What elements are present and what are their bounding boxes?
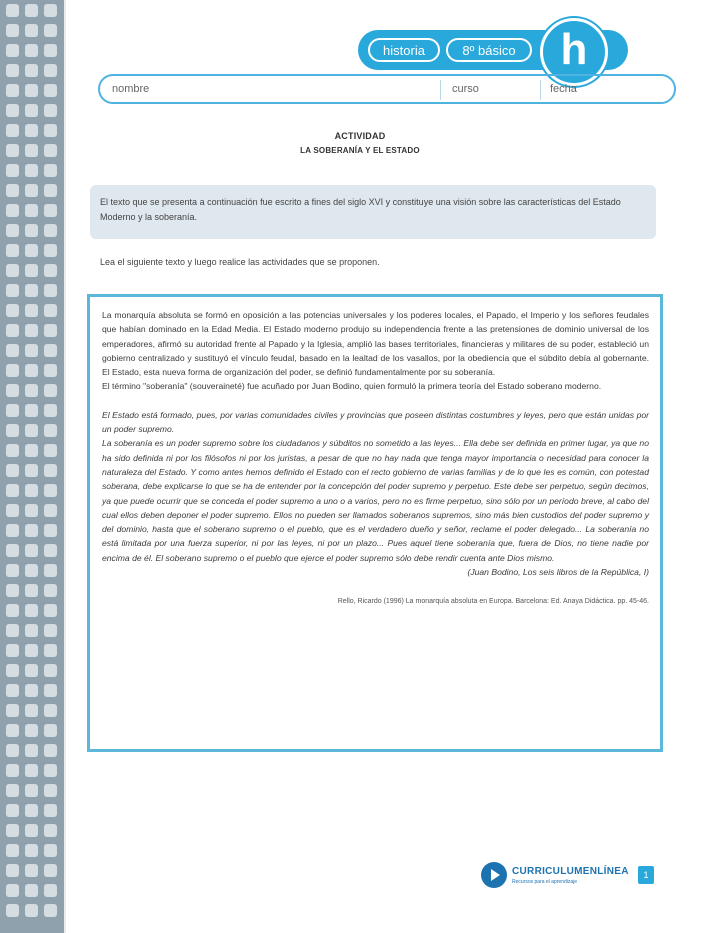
binder-hole <box>6 844 19 857</box>
binder-hole <box>25 804 38 817</box>
instruction-text: Lea el siguiente texto y luego realice las actividades que se proponen. <box>100 257 380 267</box>
binder-hole <box>44 24 57 37</box>
binder-hole <box>44 804 57 817</box>
binder-hole <box>44 644 57 657</box>
binder-hole <box>25 404 38 417</box>
binder-hole <box>6 684 19 697</box>
binder-hole <box>25 484 38 497</box>
binder-hole <box>25 264 38 277</box>
field-divider <box>440 80 441 100</box>
binder-hole <box>44 384 57 397</box>
binder-hole <box>25 604 38 617</box>
field-divider <box>540 80 541 100</box>
binder-hole <box>25 524 38 537</box>
binder-hole <box>44 244 57 257</box>
binder-hole <box>44 584 57 597</box>
binder-hole <box>25 584 38 597</box>
binder-hole <box>25 704 38 717</box>
binder-hole <box>44 624 57 637</box>
name-field-label: nombre <box>112 83 150 95</box>
binder-hole <box>6 224 19 237</box>
binder-hole <box>6 44 19 57</box>
binder-hole <box>44 84 57 97</box>
binder-hole <box>44 304 57 317</box>
binder-hole <box>44 324 57 337</box>
binder-hole <box>44 864 57 877</box>
binder-hole <box>44 364 57 377</box>
binder-hole <box>44 444 57 457</box>
intro-box: El texto que se presenta a continuación fue escrito a fines del siglo XVI y constituye una visión sobre las características del Estado Moderno y la soberanía. <box>90 185 656 239</box>
binder-hole <box>44 564 57 577</box>
course-field-label: curso <box>452 83 479 95</box>
binder-hole <box>25 464 38 477</box>
binder-hole <box>25 724 38 737</box>
binder-hole <box>25 164 38 177</box>
page-number: 1 <box>638 866 654 884</box>
binder-hole <box>6 804 19 817</box>
binder-hole <box>6 484 19 497</box>
binder-hole <box>44 284 57 297</box>
reading-paragraph: El término "soberanía" (souveraineté) fue acuñado por Juan Bodino, quien formuló la primera teoría del Estado soberano moderno. <box>102 381 602 392</box>
binder-hole <box>44 424 57 437</box>
binder-hole <box>44 184 57 197</box>
binder-hole <box>6 24 19 37</box>
binder-hole <box>25 504 38 517</box>
binder-hole <box>25 684 38 697</box>
subject-tag: historia <box>368 38 440 62</box>
binder-hole <box>6 724 19 737</box>
binder-hole <box>25 564 38 577</box>
binder-hole <box>6 524 19 537</box>
binder-hole <box>6 244 19 257</box>
binder-hole <box>44 104 57 117</box>
binder-hole <box>25 284 38 297</box>
subject-logo-icon: h <box>540 18 608 86</box>
binder-hole <box>6 584 19 597</box>
binder-hole <box>6 884 19 897</box>
binder-hole <box>25 4 38 17</box>
binder-hole <box>44 224 57 237</box>
binder-hole <box>44 724 57 737</box>
binder-hole <box>25 304 38 317</box>
student-info-fields <box>98 74 676 104</box>
binder-hole <box>44 44 57 57</box>
binder-hole <box>25 824 38 837</box>
binder-hole <box>25 64 38 77</box>
binder-hole <box>44 484 57 497</box>
binder-hole <box>6 84 19 97</box>
binder-hole <box>44 544 57 557</box>
binder-hole <box>25 184 38 197</box>
binder-hole <box>6 64 19 77</box>
binder-hole <box>6 904 19 917</box>
binder-hole <box>44 824 57 837</box>
binder-hole <box>44 704 57 717</box>
binder-hole <box>44 604 57 617</box>
binder-hole <box>6 184 19 197</box>
binder-hole <box>6 704 19 717</box>
binder-hole <box>6 504 19 517</box>
binder-hole <box>25 324 38 337</box>
binder-hole <box>25 224 38 237</box>
binder-hole <box>6 624 19 637</box>
binder-hole <box>25 344 38 357</box>
binder-hole <box>6 604 19 617</box>
binder-hole <box>25 644 38 657</box>
binder-hole <box>6 304 19 317</box>
binder-hole <box>6 864 19 877</box>
reading-text-box <box>87 294 663 752</box>
binder-hole <box>6 464 19 477</box>
footer-brand: CURRICULUMENLÍNEA <box>512 866 629 877</box>
binder-hole <box>44 844 57 857</box>
binder-hole <box>44 264 57 277</box>
source-citation: Rello, Ricardo (1996) La monarquía absoluta en Europa. Barcelona: Ed. Anaya Didáctica. pp. 45-46. <box>337 598 649 606</box>
quote-attribution: (Juan Bodino, Los seis libros de la República, I) <box>467 567 649 578</box>
binder-hole <box>44 784 57 797</box>
quote-paragraph: El Estado está formado, pues, por varias comunidades civiles y provincias que poseen distintas costumbres y leyes, pero que están unidas por un poder supremo. <box>102 409 649 435</box>
binder-hole <box>6 4 19 17</box>
activity-title: ACTIVIDAD <box>334 131 386 141</box>
binder-hole <box>25 624 38 637</box>
binder-hole <box>6 324 19 337</box>
binder-hole <box>6 764 19 777</box>
binder-hole <box>6 104 19 117</box>
reading-paragraph: La monarquía absoluta se formó en oposición a las potencias universales y los poderes locales, el Papado, el Imperio y los señores feudales que habían dominado en la Edad Media. El Estado moderno produjo su independencia frente a las pretensiones de dominio universal de los emperadores, afirmó su autoridad frente al Papado y la Iglesia, amplió las bases territoriales, financieras y militares de su poder, estableció un gobierno centralizado y sustituyó el vínculo feudal, basado en la lealtad de los vasallos, por la obediencia que el súbdito debía al gobernante. El Estado, esta nueva forma de organización del poder, se definió fundamentalmente por su soberanía. <box>102 310 649 378</box>
binder-hole <box>25 84 38 97</box>
binder-hole <box>25 784 38 797</box>
binder-hole <box>25 664 38 677</box>
binder-hole <box>6 544 19 557</box>
binder-hole <box>44 664 57 677</box>
binder-hole <box>25 884 38 897</box>
binder-hole <box>25 544 38 557</box>
binder-hole <box>6 784 19 797</box>
binder-hole <box>44 744 57 757</box>
binder-hole <box>6 564 19 577</box>
binder-hole <box>6 744 19 757</box>
binder-hole <box>25 24 38 37</box>
binder-hole <box>6 404 19 417</box>
binder-hole <box>44 404 57 417</box>
activity-subtitle: LA SOBERANÍA Y EL ESTADO <box>300 146 420 155</box>
date-field-label: fecha <box>550 83 577 95</box>
binder-hole <box>6 824 19 837</box>
binder-hole <box>25 864 38 877</box>
binder-hole <box>6 444 19 457</box>
binder-hole <box>25 444 38 457</box>
binder-hole <box>25 764 38 777</box>
binder-hole <box>44 64 57 77</box>
binder-hole <box>44 524 57 537</box>
binder-hole <box>44 504 57 517</box>
binder-hole <box>6 344 19 357</box>
binder-hole <box>44 464 57 477</box>
binder-hole <box>44 4 57 17</box>
binder-hole <box>25 424 38 437</box>
binder-hole <box>44 884 57 897</box>
binder-hole <box>6 284 19 297</box>
binder-hole <box>6 384 19 397</box>
binder-hole <box>25 364 38 377</box>
binder-hole <box>6 424 19 437</box>
binder-hole <box>25 104 38 117</box>
binder-hole <box>25 844 38 857</box>
binder-hole <box>44 764 57 777</box>
binder-hole <box>44 204 57 217</box>
binder-hole <box>6 164 19 177</box>
quote-paragraph: La soberanía es un poder supremo sobre los ciudadanos y súbditos no sometido a las leyes... Ella debe ser definida en primer lugar, ya que no ha sido definida ni por los filósofos ni por los juristas, a pesar de que no hay nada que tenga mayor importancia o necesidad para conocer la naturaleza del Estado. Y como antes hemos definido el Estado con el recto gobierno de varias familias y de lo que les es común, con potestad soberana, debe explicarse lo que se ha de entender por la concepción del poder supremo y perpetuo. Este debe ser perpetuo, según decimos, ya que puede ocurrir que se conceda el poder supremo a uno o a varios, pero no es firme perpetuo, sino sólo por un período breve, al cabo del cual ellos deben deponer el poder supremo. Ellos no pueden ser llamados soberanos supremos, sino más bien custodios del poder supremo y del dominio, hasta que el soberano supremo o el pueblo, que es el verdadero dueño y señor, reclame el poder delegado... La soberanía no está limitada por una fuerza superior, ni por las leyes, ni por un plazo... Pues aquel tiene soberanía que, fuera de Dios, no tiene nadie por encima de él. El soberano supremo o el pueblo que ejerce el poder supremo sólo debe rendir cuenta ante Dios mismo. <box>102 438 649 563</box>
binder-hole <box>44 344 57 357</box>
grade-tag: 8º básico <box>446 38 532 62</box>
binder-hole <box>25 904 38 917</box>
binder-hole <box>44 904 57 917</box>
binder-hole <box>6 644 19 657</box>
binder-hole <box>6 364 19 377</box>
binder-hole <box>6 264 19 277</box>
curriculum-logo-icon <box>481 862 507 888</box>
binder-hole <box>25 204 38 217</box>
binder-hole <box>25 244 38 257</box>
binder-hole <box>25 744 38 757</box>
binder-hole <box>44 684 57 697</box>
binder-hole <box>44 164 57 177</box>
binder-hole <box>6 204 19 217</box>
binder-hole <box>25 44 38 57</box>
binder-hole <box>6 664 19 677</box>
binder-hole <box>25 384 38 397</box>
footer-tagline: Recursos para el aprendizaje <box>512 879 578 885</box>
